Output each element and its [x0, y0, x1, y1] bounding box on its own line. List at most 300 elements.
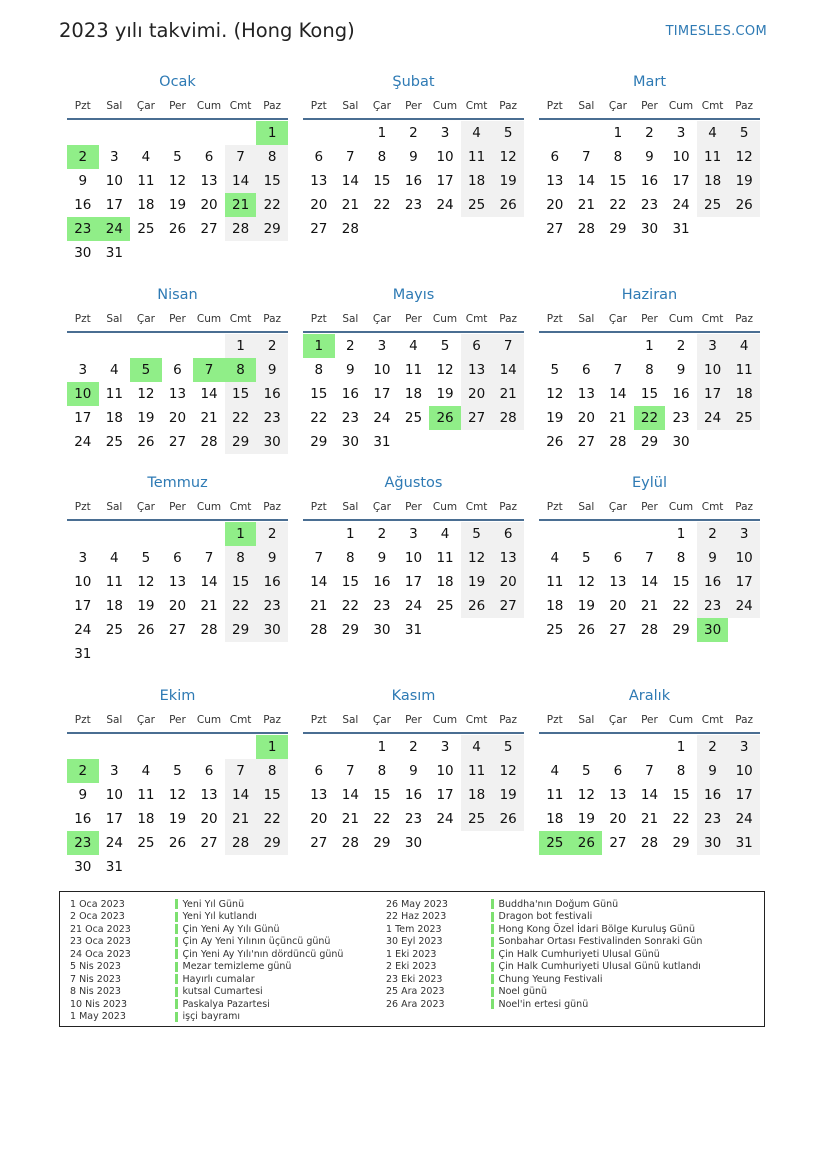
day-cell: 11	[728, 358, 760, 382]
holiday-name: Noel'in ertesi günü	[498, 998, 589, 1010]
empty-cell	[130, 522, 162, 546]
day-grid	[539, 521, 760, 642]
day-cell: 20	[577, 410, 595, 426]
day-cell: 8	[676, 763, 686, 779]
day-cell: 9	[697, 546, 729, 570]
holiday-date: 5 Nis 2023	[70, 961, 121, 973]
day-cell: 29	[672, 835, 690, 851]
day-cell: 6	[582, 362, 591, 378]
day-cell: 18	[105, 410, 123, 426]
holiday-date: 26 Ara 2023	[386, 998, 445, 1010]
day-cell: 22	[341, 598, 359, 614]
day-cell: 2	[409, 125, 418, 141]
month-10	[67, 686, 288, 879]
weekday-label: Pzt	[546, 313, 563, 325]
empty-cell	[571, 735, 603, 759]
day-cell: 21	[492, 382, 524, 406]
day-cell: 15	[256, 783, 288, 807]
holiday-date: 24 Oca 2023	[70, 948, 131, 960]
day-cell: 13	[546, 173, 564, 189]
day-cell: 4	[409, 338, 418, 354]
day-cell: 5	[173, 149, 182, 165]
day-cell: 11	[105, 386, 123, 402]
day-grid	[67, 734, 288, 879]
day-cell: 11	[404, 362, 423, 378]
day-cell: 17	[74, 598, 92, 614]
day-cell: 31	[728, 831, 760, 855]
weekday-label: Per	[405, 714, 422, 726]
day-cell: 16	[640, 173, 659, 189]
holiday-entry	[70, 911, 343, 924]
holiday-marker	[491, 899, 494, 909]
day-cell: 10	[373, 362, 391, 378]
day-cell: 23	[697, 594, 729, 618]
weekday-label: Pzt	[74, 313, 91, 325]
holiday-name: Dragon bot festivali	[498, 911, 593, 923]
day-cell: 4	[461, 121, 493, 145]
holiday-date: 1 Tem 2023	[386, 923, 442, 935]
day-cell: 31	[105, 245, 123, 261]
day-cell: 5	[461, 522, 493, 546]
day-cell: 12	[577, 574, 595, 590]
empty-cell	[225, 735, 257, 759]
holiday-name: Noel günü	[498, 986, 548, 998]
day-cell: 10	[436, 763, 454, 779]
month-name: Eylül	[632, 475, 667, 491]
day-cell: 1	[676, 526, 686, 542]
empty-cell	[193, 121, 225, 145]
day-cell: 30	[341, 434, 359, 450]
weekday-label: Sal	[106, 313, 123, 325]
day-cell: 28	[609, 434, 627, 450]
day-cell: 20	[461, 382, 493, 406]
month-11	[303, 686, 524, 855]
day-cell: 25	[461, 193, 493, 217]
weekday-label: Paz	[263, 714, 282, 726]
empty-cell	[162, 735, 194, 759]
day-cell: 6	[492, 522, 524, 546]
day-cell: 15	[672, 574, 690, 590]
day-cell: 2	[256, 522, 288, 546]
day-cell: 8	[225, 546, 257, 570]
day-cell: 9	[409, 763, 418, 779]
day-cell: 24	[436, 811, 454, 827]
day-cell: 17	[672, 173, 690, 189]
holiday-date: 1 Oca 2023	[70, 898, 125, 910]
holiday-day-cell: 22	[634, 406, 666, 430]
day-cell: 29	[672, 622, 690, 638]
holiday-date: 21 Oca 2023	[70, 923, 131, 935]
day-cell: 21	[200, 410, 218, 426]
weekday-label: Cum	[668, 501, 694, 513]
day-cell: 3	[409, 526, 418, 542]
month-8	[303, 473, 524, 642]
holiday-marker	[175, 949, 178, 959]
day-cell: 28	[341, 835, 359, 851]
holiday-day-cell: 26	[571, 831, 603, 855]
day-cell: 5	[440, 338, 450, 354]
weekday-label: Cmt	[229, 313, 252, 325]
day-cell: 24	[74, 434, 92, 450]
day-cell: 16	[404, 173, 423, 189]
day-cell: 3	[110, 763, 119, 779]
day-cell: 19	[728, 169, 760, 193]
holiday-marker	[175, 937, 178, 947]
day-cell: 18	[137, 197, 155, 213]
weekday-label: Sal	[578, 313, 595, 325]
holiday-date: 26 May 2023	[386, 898, 448, 910]
day-cell: 15	[310, 386, 328, 402]
weekday-label: Çar	[372, 714, 391, 726]
day-cell: 16	[256, 570, 288, 594]
weekday-label: Cmt	[465, 714, 488, 726]
weekday-label: Paz	[735, 501, 754, 513]
month-name: Kasım	[391, 688, 436, 704]
day-cell: 11	[546, 574, 564, 590]
day-cell: 10	[697, 358, 729, 382]
weekday-label: Pzt	[310, 100, 327, 112]
day-cell: 4	[550, 763, 560, 779]
day-cell: 12	[492, 759, 524, 783]
holiday-entry	[386, 898, 702, 911]
weekday-label: Çar	[372, 100, 391, 112]
weekday-label: Cmt	[701, 501, 724, 513]
day-cell: 28	[577, 221, 595, 237]
day-cell: 7	[204, 550, 214, 566]
holiday-name: Çin Halk Cumhuriyeti Ulusal Günü kutlandı	[498, 961, 701, 973]
day-cell: 4	[110, 362, 119, 378]
weekday-label: Sal	[106, 501, 123, 513]
holiday-legend	[59, 891, 765, 1027]
weekday-label: Sal	[342, 100, 359, 112]
day-cell: 14	[492, 358, 524, 382]
day-cell: 8	[256, 759, 288, 783]
holiday-day-cell: 2	[67, 759, 99, 783]
weekday-label: Paz	[499, 501, 518, 513]
day-cell: 26	[168, 221, 187, 237]
holiday-name: Mezar temizleme günü	[182, 961, 292, 973]
weekday-label: Cmt	[465, 501, 488, 513]
day-cell: 22	[256, 193, 288, 217]
day-cell: 27	[310, 835, 328, 851]
day-cell: 30	[640, 221, 659, 237]
day-cell: 6	[173, 550, 182, 566]
day-cell: 26	[137, 434, 155, 450]
holiday-date: 10 Nis 2023	[70, 998, 127, 1010]
holiday-day-cell: 1	[303, 334, 335, 358]
month-name: Ocak	[159, 74, 196, 90]
holiday-marker	[175, 987, 178, 997]
day-cell: 26	[728, 193, 760, 217]
empty-cell	[193, 735, 225, 759]
day-cell: 29	[341, 622, 359, 638]
holiday-date: 1 Eki 2023	[386, 948, 437, 960]
empty-cell	[99, 334, 131, 358]
weekday-label: Per	[169, 714, 186, 726]
day-cell: 27	[168, 622, 187, 638]
empty-cell	[67, 735, 99, 759]
brand-link[interactable]: TIMESLES.COM	[665, 24, 767, 39]
day-cell: 19	[436, 386, 454, 402]
day-grid	[303, 333, 524, 454]
weekday-label: Pzt	[546, 714, 563, 726]
day-cell: 15	[672, 787, 690, 803]
weekday-label: Sal	[342, 313, 359, 325]
weekday-header	[303, 96, 524, 120]
day-cell: 12	[168, 787, 187, 803]
day-cell: 19	[137, 410, 155, 426]
day-cell: 2	[377, 526, 387, 542]
day-cell: 26	[461, 594, 493, 618]
holiday-marker	[175, 912, 178, 922]
day-cell: 30	[373, 622, 391, 638]
weekday-label: Çar	[608, 501, 627, 513]
holiday-name: Çin Halk Cumhuriyeti Ulusal Günü	[498, 948, 660, 960]
day-cell: 12	[492, 145, 524, 169]
empty-cell	[99, 121, 131, 145]
day-cell: 16	[256, 382, 288, 406]
weekday-label: Cum	[432, 714, 458, 726]
weekday-label: Sal	[342, 714, 359, 726]
holiday-marker	[175, 962, 178, 972]
month-6	[539, 285, 760, 454]
day-cell: 29	[609, 221, 627, 237]
month-2	[303, 72, 524, 241]
weekday-label: Cmt	[465, 100, 488, 112]
empty-cell	[539, 334, 571, 358]
day-cell: 16	[697, 570, 729, 594]
holiday-name: Çin Yeni Ay Yılı Günü	[182, 923, 280, 935]
holiday-day-cell: 1	[225, 522, 257, 546]
empty-cell	[225, 121, 257, 145]
day-cell: 13	[609, 574, 627, 590]
day-cell: 19	[577, 598, 595, 614]
day-cell: 10	[728, 759, 760, 783]
day-cell: 17	[728, 783, 760, 807]
day-cell: 19	[168, 811, 187, 827]
holiday-day-cell: 10	[67, 382, 99, 406]
day-cell: 27	[461, 406, 493, 430]
holiday-day-cell: 1	[256, 735, 288, 759]
weekday-header	[539, 96, 760, 120]
day-cell: 5	[492, 735, 524, 759]
empty-cell	[67, 334, 99, 358]
holiday-name: Chung Yeung Festivali	[498, 973, 603, 985]
day-cell: 2	[697, 735, 729, 759]
day-cell: 3	[676, 125, 686, 141]
day-cell: 31	[74, 646, 92, 662]
day-cell: 21	[341, 197, 359, 213]
day-cell: 3	[697, 334, 729, 358]
day-cell: 25	[137, 221, 155, 237]
holiday-entry	[70, 986, 343, 999]
day-cell: 16	[697, 783, 729, 807]
day-cell: 29	[256, 217, 288, 241]
weekday-header	[539, 710, 760, 734]
day-cell: 13	[168, 386, 187, 402]
day-cell: 29	[225, 618, 257, 642]
day-cell: 20	[200, 811, 218, 827]
weekday-label: Paz	[499, 313, 518, 325]
weekday-label: Sal	[578, 501, 595, 513]
holiday-entry	[386, 961, 702, 974]
holiday-date: 1 May 2023	[70, 1011, 126, 1023]
day-cell: 2	[645, 125, 654, 141]
day-cell: 23	[404, 197, 423, 213]
day-cell: 2	[697, 522, 729, 546]
day-grid	[539, 120, 760, 241]
day-cell: 18	[728, 382, 760, 406]
day-cell: 14	[640, 787, 659, 803]
holiday-marker	[175, 1012, 178, 1022]
day-cell: 15	[640, 386, 659, 402]
day-cell: 5	[728, 121, 760, 145]
day-cell: 22	[310, 410, 328, 426]
day-cell: 25	[137, 835, 155, 851]
day-cell: 1	[225, 334, 257, 358]
weekday-label: Cum	[196, 313, 222, 325]
weekday-label: Paz	[735, 313, 754, 325]
day-cell: 1	[377, 739, 387, 755]
day-cell: 13	[168, 574, 187, 590]
day-cell: 2	[409, 739, 418, 755]
day-cell: 12	[436, 362, 454, 378]
day-cell: 9	[78, 787, 88, 803]
month-name: Aralık	[628, 688, 671, 704]
day-cell: 25	[436, 598, 454, 614]
day-cell: 18	[461, 783, 493, 807]
weekday-header	[67, 96, 288, 120]
day-cell: 26	[546, 434, 564, 450]
holiday-name: Sonbahar Ortası Festivalinden Sonraki Gün	[498, 936, 703, 948]
weekday-label: Pzt	[310, 313, 327, 325]
weekday-label: Paz	[263, 313, 282, 325]
holiday-day-cell: 25	[539, 831, 571, 855]
weekday-label: Per	[405, 501, 422, 513]
holiday-entry	[386, 973, 702, 986]
holiday-name: Hong Kong Özel İdari Bölge Kuruluş Günü	[498, 923, 695, 935]
day-cell: 25	[404, 410, 423, 426]
day-cell: 23	[341, 410, 359, 426]
weekday-label: Sal	[106, 100, 123, 112]
holiday-marker	[491, 999, 494, 1009]
weekday-label: Cmt	[701, 313, 724, 325]
holiday-date: 2 Eki 2023	[386, 961, 437, 973]
holiday-day-cell: 5	[130, 358, 162, 382]
day-cell: 14	[577, 173, 595, 189]
month-1	[67, 72, 288, 265]
weekday-label: Per	[169, 313, 186, 325]
holiday-entry	[70, 1011, 343, 1024]
weekday-label: Cum	[196, 501, 222, 513]
holiday-legend-right	[386, 898, 702, 1011]
holiday-marker	[491, 912, 494, 922]
day-cell: 1	[645, 338, 654, 354]
day-cell: 8	[613, 149, 623, 165]
month-12	[539, 686, 760, 855]
day-cell: 14	[225, 169, 257, 193]
day-cell: 18	[461, 169, 493, 193]
day-cell: 18	[105, 598, 123, 614]
holiday-date: 23 Oca 2023	[70, 936, 131, 948]
empty-cell	[303, 121, 335, 145]
weekday-label: Cum	[196, 714, 222, 726]
day-cell: 19	[546, 410, 564, 426]
day-cell: 27	[168, 434, 187, 450]
day-cell: 3	[728, 522, 760, 546]
day-cell: 18	[546, 598, 564, 614]
day-cell: 7	[225, 759, 257, 783]
day-cell: 7	[613, 362, 623, 378]
month-name: Ekim	[159, 688, 196, 704]
weekday-label: Paz	[499, 714, 518, 726]
day-cell: 17	[697, 382, 729, 406]
day-cell: 27	[577, 434, 595, 450]
day-cell: 12	[577, 787, 595, 803]
month-9	[539, 473, 760, 642]
day-cell: 12	[137, 574, 155, 590]
day-cell: 20	[609, 811, 627, 827]
day-cell: 16	[373, 574, 391, 590]
empty-cell	[335, 735, 367, 759]
day-grid	[303, 521, 524, 642]
day-cell: 7	[346, 763, 355, 779]
day-cell: 3	[78, 362, 88, 378]
weekday-label: Cum	[432, 501, 458, 513]
day-cell: 13	[200, 787, 218, 803]
day-cell: 14	[341, 173, 359, 189]
day-cell: 22	[609, 197, 627, 213]
day-cell: 13	[492, 546, 524, 570]
weekday-header	[303, 710, 524, 734]
day-cell: 29	[310, 434, 328, 450]
weekday-label: Per	[641, 501, 658, 513]
day-grid	[539, 333, 760, 454]
day-cell: 21	[310, 598, 328, 614]
holiday-marker	[491, 962, 494, 972]
day-cell: 17	[436, 787, 454, 803]
holiday-name: Hayırlı cumalar	[182, 973, 255, 985]
day-cell: 17	[436, 173, 454, 189]
day-cell: 16	[341, 386, 359, 402]
day-cell: 24	[728, 807, 760, 831]
day-cell: 8	[377, 763, 387, 779]
day-cell: 21	[640, 811, 659, 827]
month-3	[539, 72, 760, 241]
weekday-header	[303, 497, 524, 521]
day-cell: 4	[728, 334, 760, 358]
day-cell: 6	[204, 149, 214, 165]
weekday-label: Per	[169, 100, 186, 112]
holiday-date: 8 Nis 2023	[70, 986, 121, 998]
day-cell: 11	[461, 759, 493, 783]
day-cell: 29	[640, 434, 659, 450]
day-cell: 11	[461, 145, 493, 169]
holiday-day-cell: 1	[256, 121, 288, 145]
weekday-label: Pzt	[310, 714, 327, 726]
day-cell: 20	[546, 197, 564, 213]
weekday-header	[67, 309, 288, 333]
day-cell: 9	[256, 358, 288, 382]
weekday-label: Paz	[499, 100, 518, 112]
weekday-label: Çar	[372, 313, 391, 325]
day-cell: 11	[137, 173, 155, 189]
holiday-entry	[70, 973, 343, 986]
weekday-header	[67, 710, 288, 734]
day-cell: 15	[609, 173, 627, 189]
day-cell: 4	[697, 121, 729, 145]
day-cell: 7	[582, 149, 591, 165]
